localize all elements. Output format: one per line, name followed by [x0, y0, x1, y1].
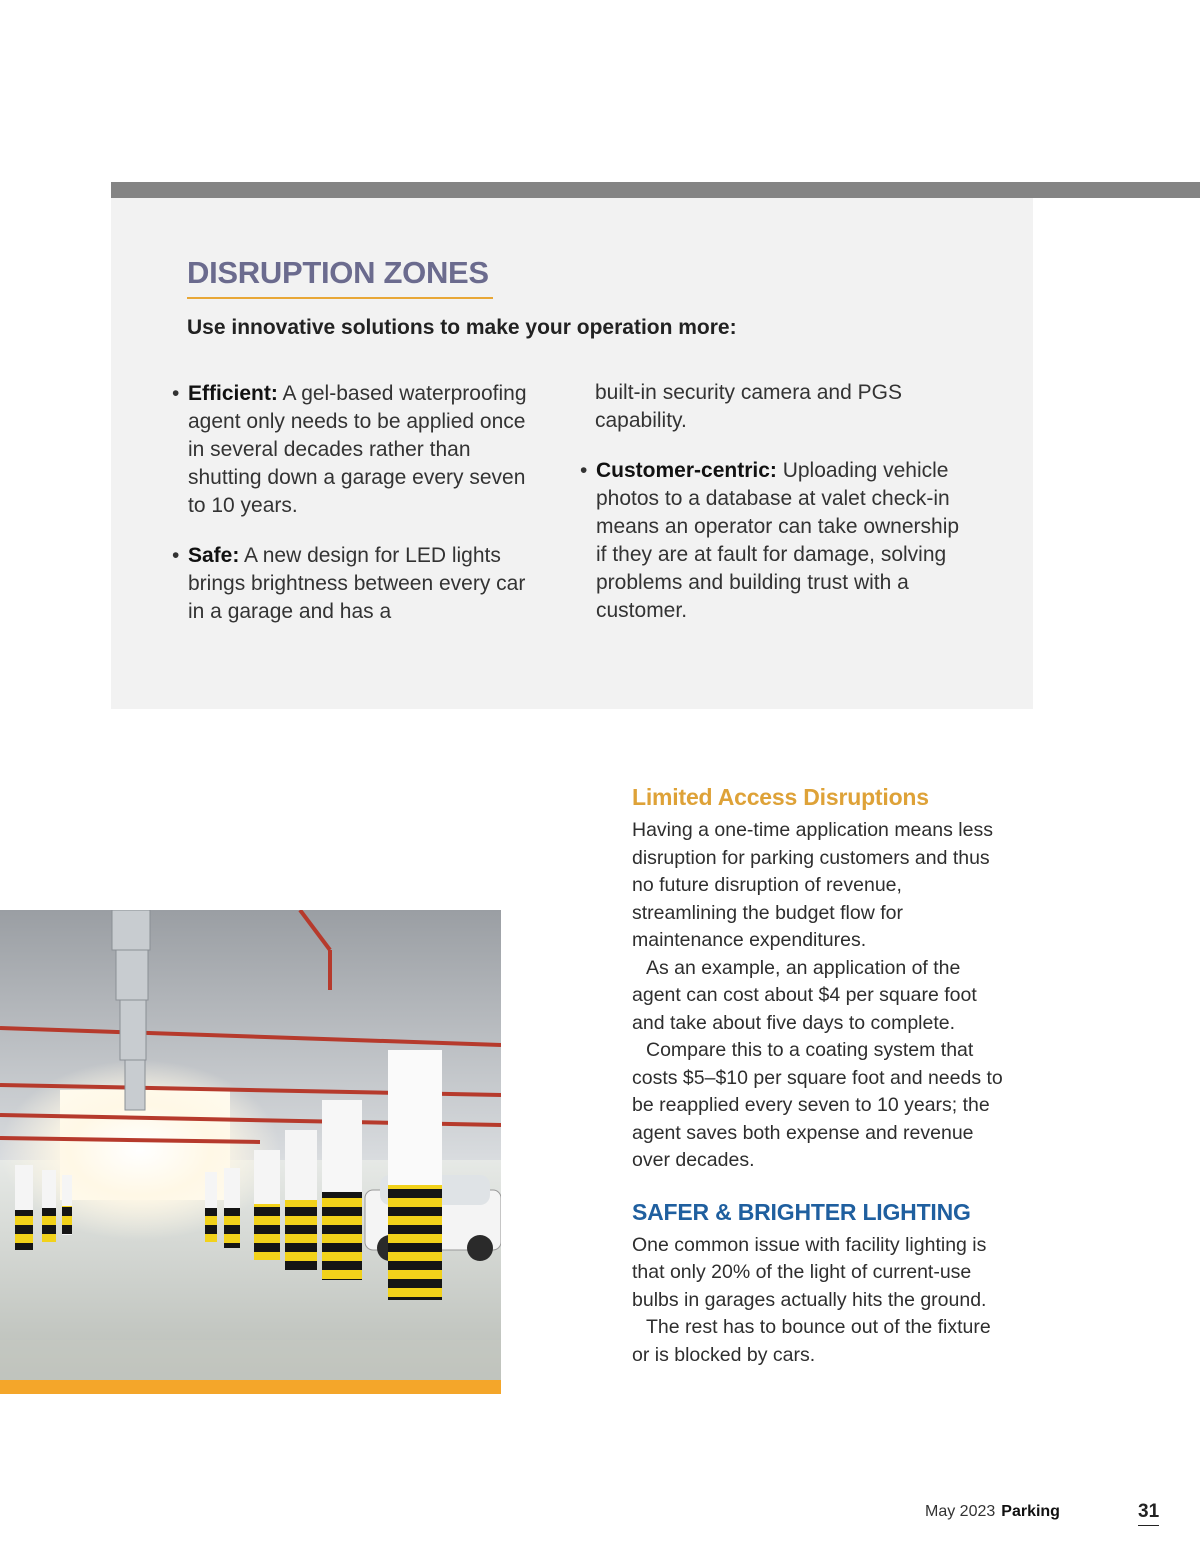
bullet-dot: • — [172, 544, 180, 567]
paragraph: Compare this to a coating system that costs $5–$10 per square foot and needs to be reapplied every seven to 10 years; the agent saves both expense and revenue over decades. — [632, 1039, 1003, 1171]
sidebar-column-left — [172, 380, 532, 648]
bullet-dot: • — [580, 459, 588, 482]
paragraph: The rest has to bounce out of the fixture or is blocked by cars. — [632, 1316, 991, 1366]
photo-accent-bar — [0, 1380, 501, 1394]
paragraph: As an example, an application of the agent can cost about $4 per square foot and take about five days to complete. — [632, 956, 977, 1034]
bullet-text: A new design for LED lights brings brightness between every car in a garage and has a — [188, 544, 526, 623]
bullet-term: Safe: — [188, 544, 240, 567]
bullet-term: Customer-centric: — [596, 459, 777, 482]
top-rule — [111, 182, 1200, 198]
bullet-term: Efficient: — [188, 382, 278, 405]
title-underline — [187, 297, 493, 299]
section-heading-lighting: SAFER & BRIGHTER LIGHTING — [632, 1198, 971, 1225]
bullet-text: Uploading vehicle photos to a database at valet check-in means an operator can take ownership if they are at fault for damage, solving problems and building trust with a customer. — [596, 459, 960, 622]
sidebar-intro: Use innovative solutions to make your operation more: — [187, 316, 737, 339]
article-column — [632, 784, 1012, 1369]
footer-issue — [925, 1503, 1060, 1521]
paragraph: Having a one-time application means less disruption for parking customers and thus no future disruption of revenue, streamlining the budget flow for maintenance expenditures. — [632, 819, 993, 951]
bullet-text: A gel-based waterproofing agent only needs to be applied once in several decades rather than shutting down a garage every seven to 10 years. — [188, 382, 527, 517]
bullet-dot: • — [172, 382, 180, 405]
bullet-efficient — [172, 380, 532, 520]
bullet-safe — [172, 542, 532, 626]
bullet-customer-centric — [580, 457, 960, 625]
section-heading-limited-access: Limited Access Disruptions — [632, 784, 929, 810]
footer-date: May 2023 — [925, 1503, 996, 1520]
paragraph: One common issue with facility lighting is that only 20% of the light of current-use bulbs in garages actually hits the ground. — [632, 1233, 987, 1311]
page-number: 31 — [1138, 1501, 1159, 1526]
sidebar-title: DISRUPTION ZONES — [187, 255, 489, 290]
parking-garage-photo — [0, 910, 501, 1380]
footer-publication: Parking — [1001, 1503, 1060, 1520]
bullet-safe-continued: built-in security camera and PGS capability. — [595, 381, 902, 432]
sidebar-column-right — [580, 379, 960, 647]
